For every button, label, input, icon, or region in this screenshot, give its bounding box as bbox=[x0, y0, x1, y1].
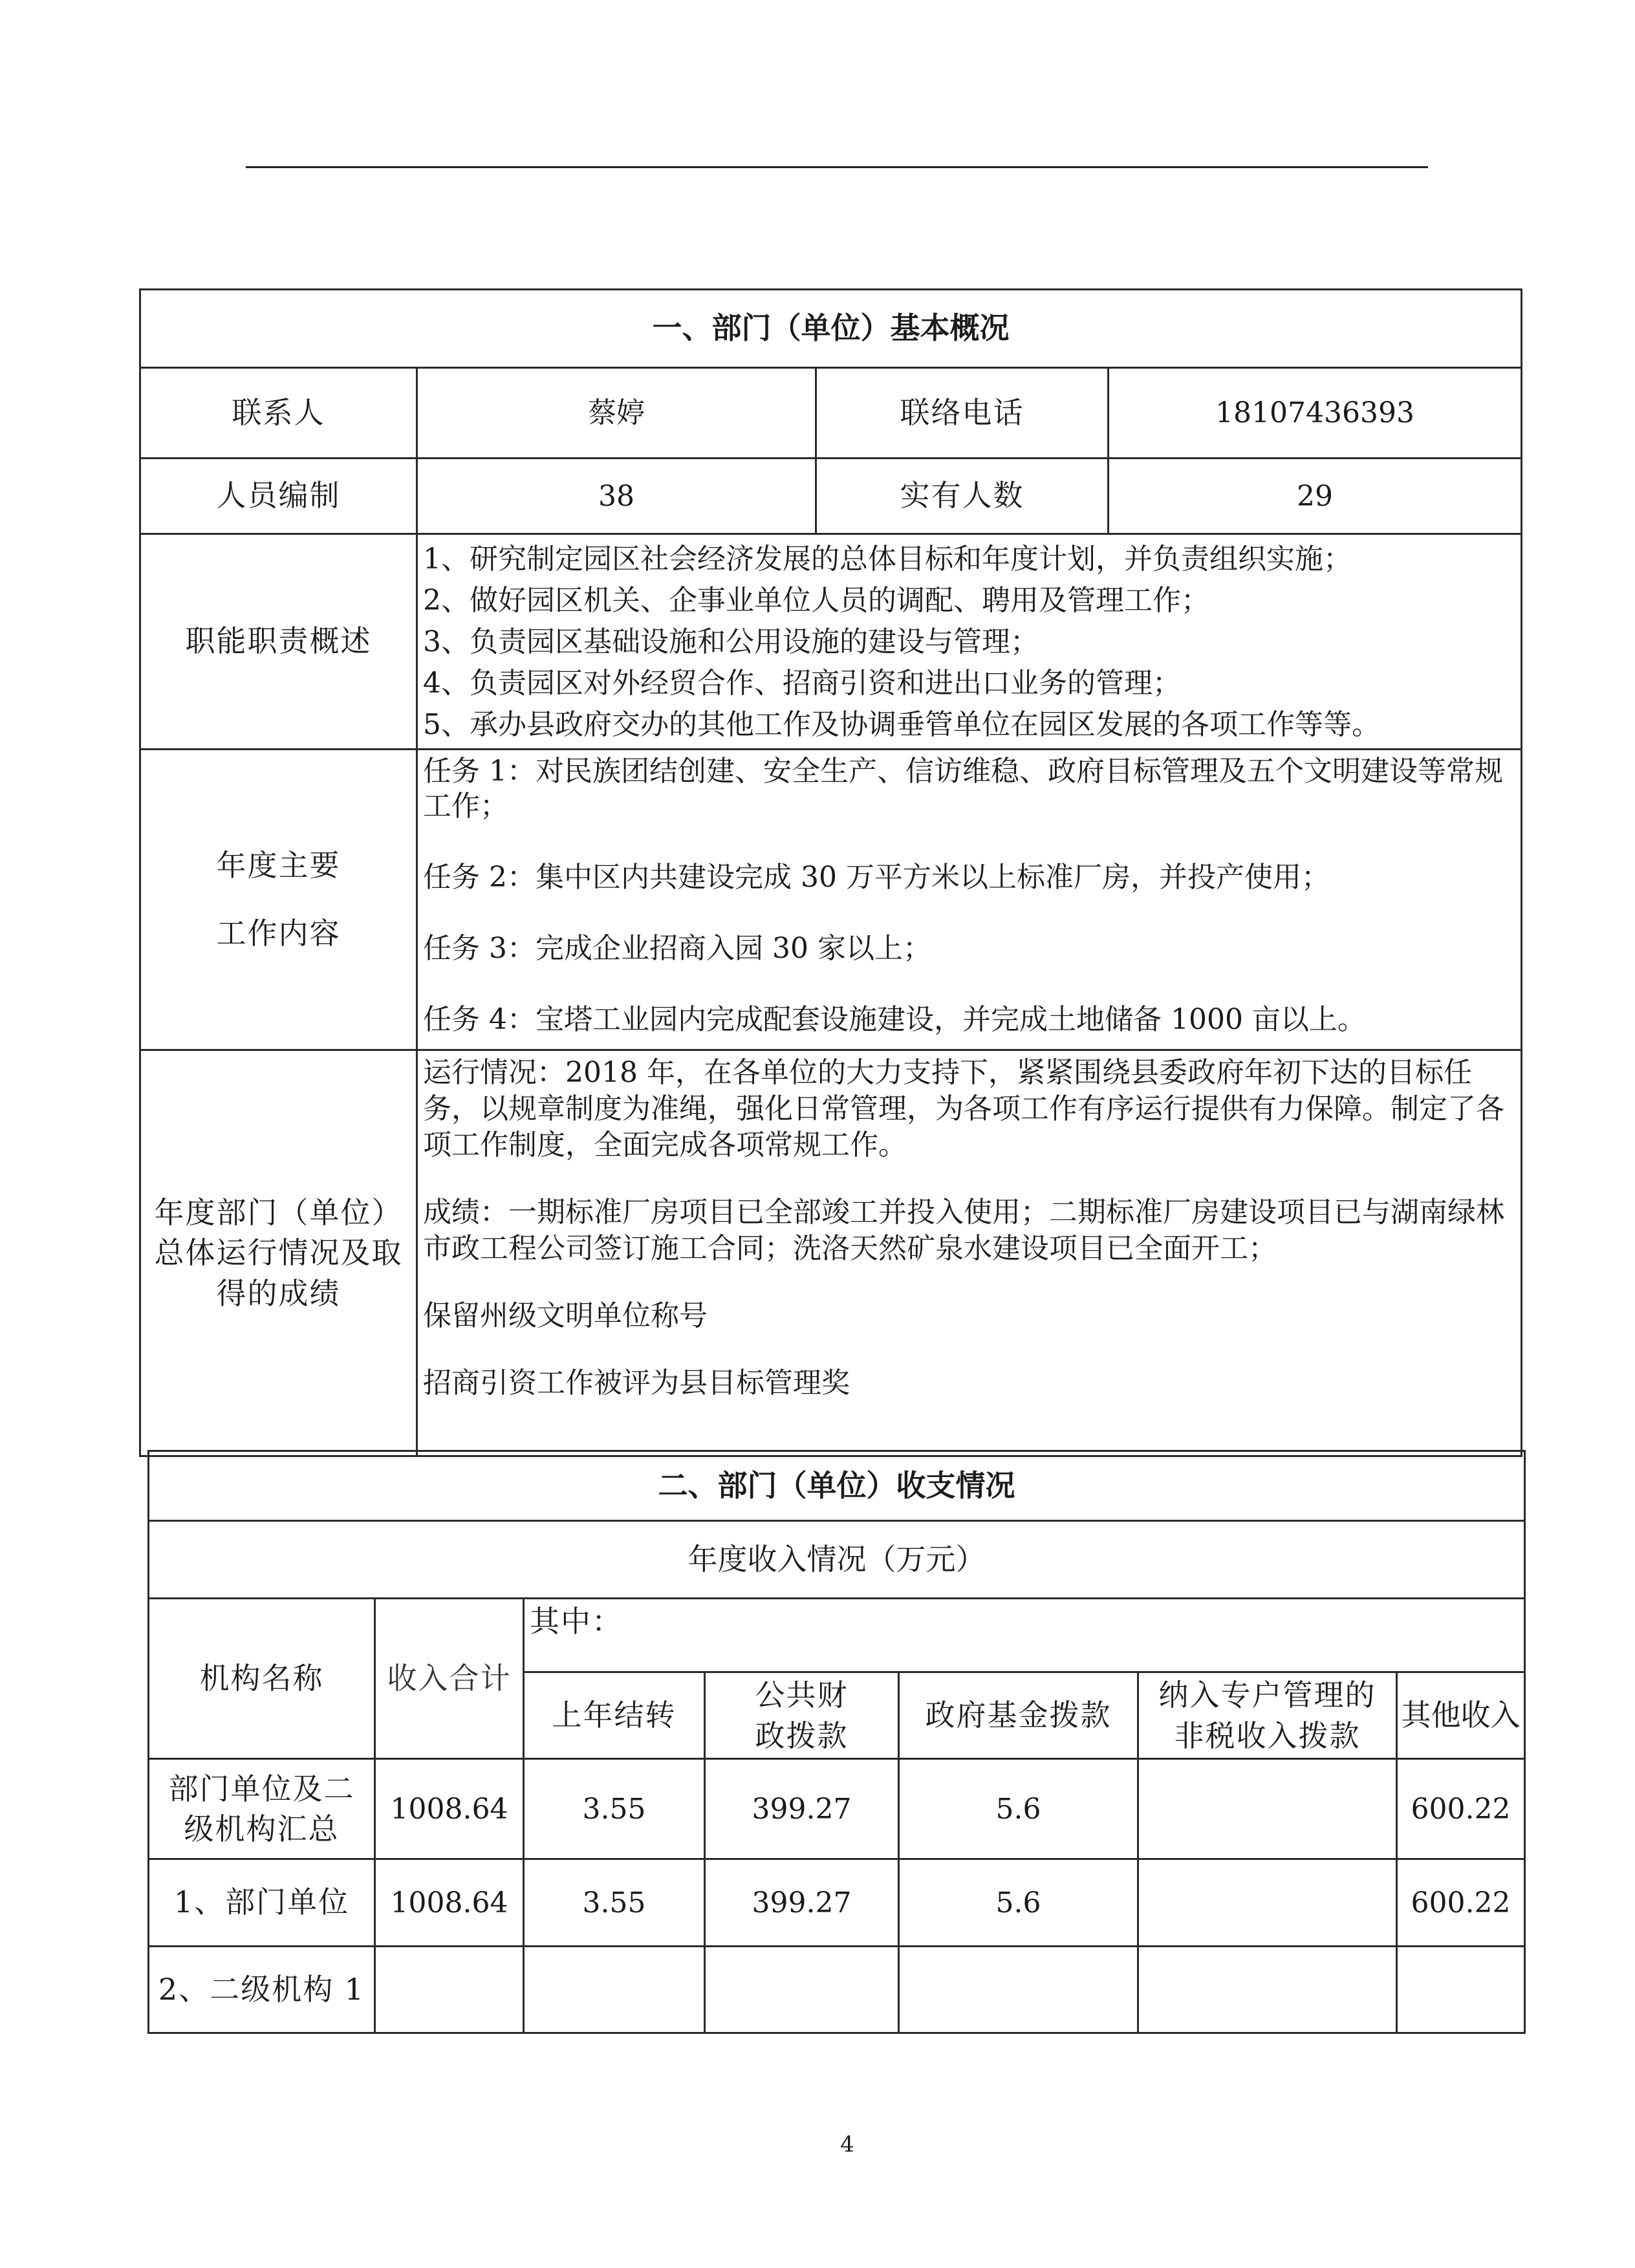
tasks-label-line1: 年度主要 bbox=[216, 847, 341, 883]
contact-name: 蔡婷 bbox=[417, 368, 816, 459]
income-title: 年度收入情况（万元） bbox=[149, 1521, 1525, 1599]
ops-honor-2: 招商引资工作被评为县目标管理奖 bbox=[423, 1366, 850, 1399]
row-total bbox=[375, 1947, 524, 2033]
section1-title: 一、部门（单位）基本概况 bbox=[140, 290, 1522, 368]
staff-actual-label: 实有人数 bbox=[816, 459, 1109, 534]
task-item: 任务 3：完成企业招商入园 30 家以上； bbox=[423, 932, 931, 965]
phone-label: 联络电话 bbox=[816, 368, 1109, 459]
duties-label: 职能职责概述 bbox=[140, 534, 417, 750]
task-item: 任务 4：宝塔工业园内完成配套设施建设，并完成土地储备 1000 亩以上。 bbox=[423, 1003, 1366, 1036]
header-fiscal: 公共财政拨款 bbox=[705, 1672, 899, 1759]
duty-item: 4、负责园区对外经贸合作、招商引资和进出口业务的管理； bbox=[423, 667, 1181, 700]
row-gov-fund: 5.6 bbox=[899, 1859, 1138, 1947]
header-nontax: 纳入专户管理的非税收入拨款 bbox=[1138, 1672, 1397, 1759]
row-nontax bbox=[1138, 1759, 1397, 1859]
row-other bbox=[1397, 1947, 1525, 2033]
row-carryover bbox=[524, 1947, 705, 2033]
row-fiscal: 399.27 bbox=[705, 1859, 899, 1947]
staff-quota-value: 38 bbox=[417, 459, 816, 534]
basic-info-table bbox=[139, 288, 1522, 1457]
tasks-label-line2: 工作内容 bbox=[216, 916, 341, 951]
header-gov-fund: 政府基金拨款 bbox=[899, 1672, 1138, 1759]
header-other: 其他收入 bbox=[1397, 1672, 1525, 1759]
table-row bbox=[149, 1759, 1525, 1859]
phone-value: 18107436393 bbox=[1109, 368, 1522, 459]
income-table bbox=[147, 1450, 1526, 2034]
duty-item: 5、承办县政府交办的其他工作及协调垂管单位在园区发展的各项工作等等。 bbox=[423, 708, 1380, 741]
row-total: 1008.64 bbox=[375, 1759, 524, 1859]
header-org-name: 机构名称 bbox=[149, 1599, 375, 1759]
tasks-label-cell bbox=[140, 750, 417, 1050]
staff-quota-label: 人员编制 bbox=[140, 459, 417, 534]
ops-achievements: 成绩：一期标准厂房项目已全部竣工并投入使用；二期标准厂房建设项目已与湖南绿林市政工程公司签订施工合同；洗洛天然矿泉水建设项目已全面开工； bbox=[423, 1196, 1504, 1265]
staff-actual-value: 29 bbox=[1109, 459, 1522, 534]
table-row bbox=[149, 1859, 1525, 1947]
header-rule bbox=[246, 166, 1428, 168]
section2-title: 二、部门（单位）收支情况 bbox=[149, 1451, 1525, 1521]
table-row bbox=[149, 1947, 1525, 2033]
ops-honor-1: 保留州级文明单位称号 bbox=[423, 1299, 708, 1332]
row-gov-fund: 5.6 bbox=[899, 1759, 1138, 1859]
row-fiscal bbox=[705, 1947, 899, 2033]
ops-cell bbox=[417, 1050, 1522, 1456]
ops-label: 年度部门（单位）总体运行情况及取得的成绩 bbox=[140, 1050, 417, 1456]
duties-cell bbox=[417, 534, 1522, 750]
row-other: 600.22 bbox=[1397, 1759, 1525, 1859]
duty-item: 2、做好园区机关、企事业单位人员的调配、聘用及管理工作； bbox=[423, 584, 1209, 617]
page-number: 4 bbox=[840, 2132, 854, 2157]
row-total: 1008.64 bbox=[375, 1859, 524, 1947]
ops-running: 运行情况：2018 年，在各单位的大力支持下，紧紧围绕县委政府年初下达的目标任务，以规章制度为准绳，强化日常管理，为各项工作有序运行提供有力保障。制定了各项工作制度，全面完成各项常规工作。 bbox=[423, 1056, 1504, 1161]
row-carryover: 3.55 bbox=[524, 1859, 705, 1947]
row-gov-fund bbox=[899, 1947, 1138, 2033]
row-name: 2、二级机构 1 bbox=[149, 1947, 375, 2033]
row-other: 600.22 bbox=[1397, 1859, 1525, 1947]
row-nontax bbox=[1138, 1859, 1397, 1947]
row-name: 1、部门单位 bbox=[149, 1859, 375, 1947]
task-item: 任务 1：对民族团结创建、安全生产、信访维稳、政府目标管理及五个文明建设等常规工作； bbox=[423, 755, 1503, 823]
header-of-which: 其中： bbox=[524, 1599, 1525, 1672]
row-nontax bbox=[1138, 1947, 1397, 2033]
row-carryover: 3.55 bbox=[524, 1759, 705, 1859]
row-fiscal: 399.27 bbox=[705, 1759, 899, 1859]
tasks-cell bbox=[417, 750, 1522, 1050]
header-total: 收入合计 bbox=[375, 1599, 524, 1759]
task-item: 任务 2：集中区内共建设完成 30 万平方米以上标准厂房，并投产使用； bbox=[423, 861, 1330, 894]
row-name: 部门单位及二级机构汇总 bbox=[149, 1759, 375, 1859]
header-carryover: 上年结转 bbox=[524, 1672, 705, 1759]
contact-label: 联系人 bbox=[140, 368, 417, 459]
duty-item: 3、负责园区基础设施和公用设施的建设与管理； bbox=[423, 625, 1039, 658]
duty-item: 1、研究制定园区社会经济发展的总体目标和年度计划，并负责组织实施； bbox=[423, 543, 1352, 576]
